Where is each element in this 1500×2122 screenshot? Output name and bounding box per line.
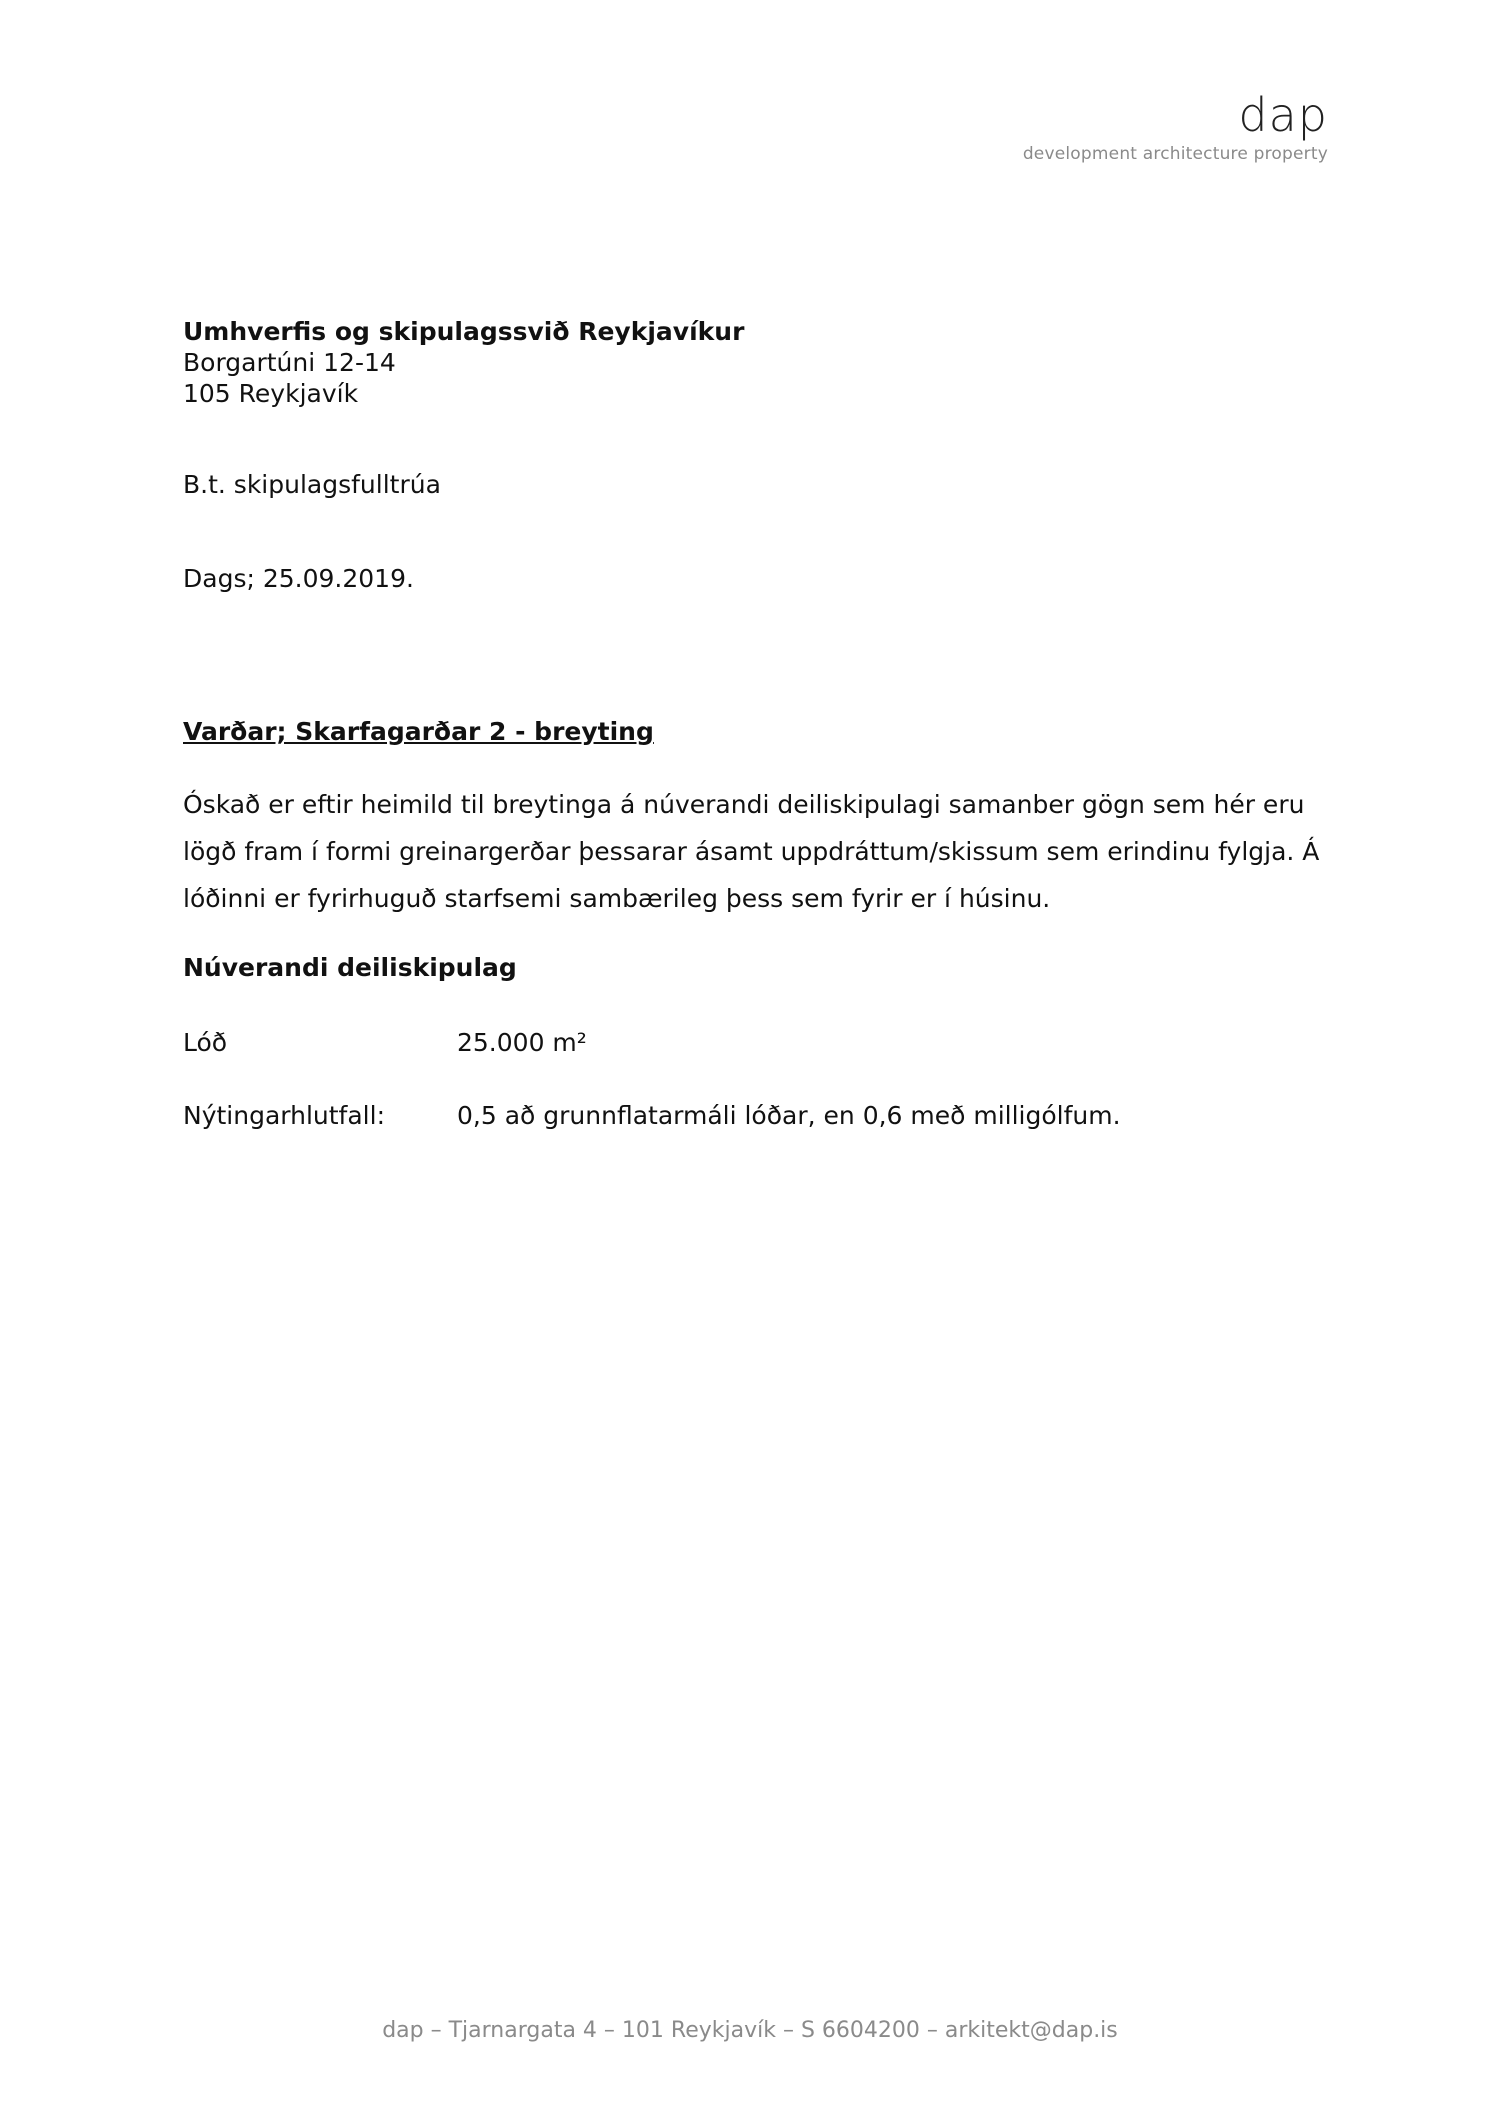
recipient-street: Borgartúni 12-14 (183, 348, 396, 377)
letter-subject: Varðar; Skarfagarðar 2 - breyting (183, 717, 654, 746)
logo-wordmark: dap (1238, 88, 1328, 142)
recipient-name: Umhverfis og skipulagssvið Reykjavíkur (183, 317, 745, 346)
letter-paragraph: Óskað er eftir heimild til breytinga á núverandi deiliskipulagi samanber gögn sem hér eru lögð fram í formi greinargerðar þessarar ásamt uppdráttum/skissum sem erindinu fylgja. Á lóðinni er fyrirhuguð starfsemi sambærileg þess sem fyrir er í húsinu. (183, 790, 1320, 913)
utilization-ratio-label: Nýtingarhlutfall: (183, 1101, 385, 1130)
recipient-address (183, 316, 1333, 409)
attention-line: B.t. skipulagsfulltrúa (183, 470, 441, 499)
letter-body (183, 316, 1333, 1131)
letter-date: Dags; 25.09.2019. (183, 564, 414, 593)
utilization-ratio-value: 0,5 að grunnflatarmáli lóðar, en 0,6 með milligólfum. (457, 1101, 1121, 1130)
utilization-ratio-row (183, 1100, 1333, 1131)
plot-size-row (183, 1027, 1333, 1058)
section-heading: Núverandi deiliskipulag (183, 953, 517, 982)
recipient-city: 105 Reykjavík (183, 379, 359, 408)
plot-size-label: Lóð (183, 1028, 228, 1057)
logo-tagline: development architecture property (1022, 144, 1328, 164)
plot-size-value: 25.000 m² (457, 1028, 587, 1057)
page-footer: dap – Tjarnargata 4 – 101 Reykjavík – S 6604200 – arkitekt@dap.is (382, 2018, 1118, 2043)
company-logo (1022, 88, 1328, 164)
